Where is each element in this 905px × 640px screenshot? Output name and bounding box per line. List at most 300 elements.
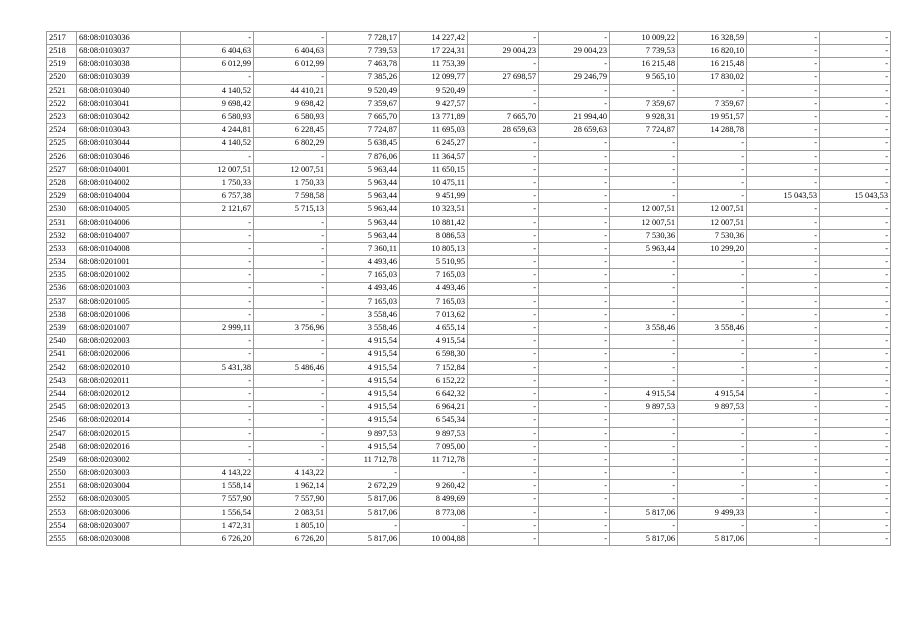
value-cell: - bbox=[468, 243, 539, 256]
value-cell: 1 556,54 bbox=[181, 506, 254, 519]
value-cell: - bbox=[468, 440, 539, 453]
value-cell: - bbox=[181, 32, 254, 45]
value-cell: - bbox=[747, 58, 820, 71]
row-number-cell: 2517 bbox=[47, 32, 77, 45]
value-cell: - bbox=[678, 493, 747, 506]
value-cell: - bbox=[747, 111, 820, 124]
value-cell: - bbox=[820, 427, 891, 440]
value-cell: 12 007,51 bbox=[678, 203, 747, 216]
value-cell: - bbox=[468, 335, 539, 348]
cadastral-value-table bbox=[46, 31, 891, 546]
table-row bbox=[47, 308, 891, 321]
value-cell: 6 726,20 bbox=[254, 533, 327, 546]
value-cell: - bbox=[610, 440, 678, 453]
value-cell: - bbox=[254, 32, 327, 45]
cadastral-code-cell: 68:08:0202011 bbox=[77, 374, 181, 387]
value-cell: - bbox=[539, 480, 610, 493]
value-cell: - bbox=[468, 203, 539, 216]
value-cell: - bbox=[820, 229, 891, 242]
value-cell: 4 140,52 bbox=[181, 84, 254, 97]
value-cell: 6 964,21 bbox=[400, 401, 468, 414]
value-cell: 3 558,46 bbox=[327, 308, 400, 321]
value-cell: 7 665,70 bbox=[327, 111, 400, 124]
value-cell: 7 165,03 bbox=[327, 295, 400, 308]
value-cell: - bbox=[820, 243, 891, 256]
value-cell: 6 152,22 bbox=[400, 374, 468, 387]
value-cell: 9 897,53 bbox=[327, 427, 400, 440]
row-number-cell: 2521 bbox=[47, 84, 77, 97]
cadastral-code-cell: 68:08:0103046 bbox=[77, 150, 181, 163]
table-row bbox=[47, 163, 891, 176]
value-cell: - bbox=[610, 282, 678, 295]
value-cell: 4 244,81 bbox=[181, 124, 254, 137]
cadastral-code-cell: 68:08:0104004 bbox=[77, 190, 181, 203]
value-cell: 12 007,51 bbox=[254, 163, 327, 176]
cadastral-code-cell: 68:08:0202016 bbox=[77, 440, 181, 453]
value-cell: - bbox=[747, 467, 820, 480]
value-cell: - bbox=[820, 256, 891, 269]
value-cell: - bbox=[539, 58, 610, 71]
value-cell: - bbox=[747, 388, 820, 401]
table-row bbox=[47, 506, 891, 519]
table-row bbox=[47, 533, 891, 546]
value-cell: 5 963,44 bbox=[327, 203, 400, 216]
value-cell: 3 558,46 bbox=[610, 322, 678, 335]
value-cell: - bbox=[747, 71, 820, 84]
value-cell: 4 915,54 bbox=[327, 348, 400, 361]
value-cell: - bbox=[747, 480, 820, 493]
cadastral-code-cell: 68:08:0203003 bbox=[77, 467, 181, 480]
value-cell: - bbox=[747, 137, 820, 150]
value-cell: - bbox=[181, 401, 254, 414]
row-number-cell: 2527 bbox=[47, 163, 77, 176]
value-cell: - bbox=[610, 348, 678, 361]
table-row bbox=[47, 361, 891, 374]
value-cell: 2 121,67 bbox=[181, 203, 254, 216]
value-cell: - bbox=[539, 401, 610, 414]
value-cell: - bbox=[468, 229, 539, 242]
value-cell: - bbox=[820, 401, 891, 414]
value-cell: - bbox=[468, 454, 539, 467]
value-cell: - bbox=[747, 45, 820, 58]
value-cell: - bbox=[327, 519, 400, 532]
value-cell: - bbox=[820, 124, 891, 137]
row-number-cell: 2550 bbox=[47, 467, 77, 480]
table-row bbox=[47, 295, 891, 308]
value-cell: 7 724,87 bbox=[610, 124, 678, 137]
value-cell: - bbox=[820, 97, 891, 110]
value-cell: - bbox=[539, 519, 610, 532]
value-cell: - bbox=[678, 361, 747, 374]
value-cell: 4 143,22 bbox=[254, 467, 327, 480]
table-row bbox=[47, 388, 891, 401]
row-number-cell: 2545 bbox=[47, 401, 77, 414]
value-cell: 8 499,69 bbox=[400, 493, 468, 506]
cadastral-code-cell: 68:08:0201006 bbox=[77, 308, 181, 321]
value-cell: 1 472,31 bbox=[181, 519, 254, 532]
value-cell: - bbox=[678, 84, 747, 97]
value-cell: 28 659,63 bbox=[539, 124, 610, 137]
value-cell: - bbox=[610, 163, 678, 176]
value-cell: - bbox=[747, 177, 820, 190]
value-cell: - bbox=[254, 71, 327, 84]
value-cell: 5 817,06 bbox=[610, 533, 678, 546]
value-cell: 5 817,06 bbox=[327, 533, 400, 546]
value-cell: 7 739,53 bbox=[327, 45, 400, 58]
value-cell: - bbox=[468, 467, 539, 480]
value-cell: - bbox=[820, 506, 891, 519]
value-cell: 7 557,90 bbox=[181, 493, 254, 506]
table-row bbox=[47, 480, 891, 493]
value-cell: 7 557,90 bbox=[254, 493, 327, 506]
value-cell: - bbox=[610, 256, 678, 269]
value-cell: 2 999,11 bbox=[181, 322, 254, 335]
value-cell: 1 750,33 bbox=[181, 177, 254, 190]
value-cell: 10 004,88 bbox=[400, 533, 468, 546]
value-cell: - bbox=[181, 71, 254, 84]
value-cell: - bbox=[747, 519, 820, 532]
value-cell: - bbox=[820, 480, 891, 493]
table-row bbox=[47, 216, 891, 229]
value-cell: - bbox=[254, 388, 327, 401]
value-cell: - bbox=[747, 229, 820, 242]
value-cell: 15 043,53 bbox=[820, 190, 891, 203]
value-cell: - bbox=[820, 137, 891, 150]
value-cell: - bbox=[539, 269, 610, 282]
row-number-cell: 2523 bbox=[47, 111, 77, 124]
value-cell: - bbox=[181, 308, 254, 321]
value-cell: - bbox=[468, 308, 539, 321]
cadastral-code-cell: 68:08:0202014 bbox=[77, 414, 181, 427]
row-number-cell: 2552 bbox=[47, 493, 77, 506]
value-cell: - bbox=[747, 203, 820, 216]
value-cell: - bbox=[254, 374, 327, 387]
value-cell: - bbox=[747, 401, 820, 414]
value-cell: - bbox=[468, 32, 539, 45]
value-cell: - bbox=[539, 177, 610, 190]
value-cell: - bbox=[747, 440, 820, 453]
table-row bbox=[47, 427, 891, 440]
value-cell: 11 695,03 bbox=[400, 124, 468, 137]
value-cell: - bbox=[820, 32, 891, 45]
value-cell: - bbox=[468, 427, 539, 440]
table-row bbox=[47, 111, 891, 124]
row-number-cell: 2533 bbox=[47, 243, 77, 256]
value-cell: - bbox=[820, 216, 891, 229]
value-cell: 7 530,36 bbox=[610, 229, 678, 242]
value-cell: 10 299,20 bbox=[678, 243, 747, 256]
row-number-cell: 2553 bbox=[47, 506, 77, 519]
value-cell: - bbox=[468, 480, 539, 493]
value-cell: 7 739,53 bbox=[610, 45, 678, 58]
value-cell: - bbox=[820, 440, 891, 453]
value-cell: 11 753,39 bbox=[400, 58, 468, 71]
value-cell: 8 086,53 bbox=[400, 229, 468, 242]
value-cell: - bbox=[678, 282, 747, 295]
value-cell: 12 007,51 bbox=[181, 163, 254, 176]
row-number-cell: 2546 bbox=[47, 414, 77, 427]
value-cell: - bbox=[254, 308, 327, 321]
value-cell: - bbox=[468, 177, 539, 190]
value-cell: - bbox=[539, 308, 610, 321]
value-cell: 6 545,34 bbox=[400, 414, 468, 427]
value-cell: 11 712,78 bbox=[400, 454, 468, 467]
value-cell: 9 451,99 bbox=[400, 190, 468, 203]
value-cell: 3 558,46 bbox=[678, 322, 747, 335]
row-number-cell: 2529 bbox=[47, 190, 77, 203]
value-cell: - bbox=[678, 163, 747, 176]
row-number-cell: 2526 bbox=[47, 150, 77, 163]
value-cell: 9 565,10 bbox=[610, 71, 678, 84]
value-cell: 7 385,26 bbox=[327, 71, 400, 84]
value-cell: - bbox=[539, 506, 610, 519]
value-cell: - bbox=[181, 269, 254, 282]
value-cell: 4 915,54 bbox=[327, 374, 400, 387]
value-cell: - bbox=[468, 190, 539, 203]
value-cell: - bbox=[610, 177, 678, 190]
value-cell: - bbox=[254, 229, 327, 242]
value-cell: - bbox=[327, 467, 400, 480]
value-cell: - bbox=[468, 401, 539, 414]
value-cell: - bbox=[820, 493, 891, 506]
row-number-cell: 2535 bbox=[47, 269, 77, 282]
value-cell: 16 215,48 bbox=[678, 58, 747, 71]
value-cell: 10 009,22 bbox=[610, 32, 678, 45]
value-cell: - bbox=[678, 335, 747, 348]
value-cell: 4 915,54 bbox=[327, 335, 400, 348]
value-cell: - bbox=[468, 163, 539, 176]
value-cell: - bbox=[539, 348, 610, 361]
row-number-cell: 2519 bbox=[47, 58, 77, 71]
cadastral-code-cell: 68:08:0103040 bbox=[77, 84, 181, 97]
cadastral-code-cell: 68:08:0103041 bbox=[77, 97, 181, 110]
value-cell: - bbox=[747, 454, 820, 467]
value-cell: - bbox=[539, 414, 610, 427]
row-number-cell: 2549 bbox=[47, 454, 77, 467]
value-cell: 1 558,14 bbox=[181, 480, 254, 493]
value-cell: 4 915,54 bbox=[400, 335, 468, 348]
table-row bbox=[47, 493, 891, 506]
value-cell: 5 963,44 bbox=[327, 190, 400, 203]
value-cell: - bbox=[254, 440, 327, 453]
cadastral-code-cell: 68:08:0201003 bbox=[77, 282, 181, 295]
table-row bbox=[47, 256, 891, 269]
value-cell: - bbox=[539, 190, 610, 203]
value-cell: - bbox=[539, 454, 610, 467]
table-row bbox=[47, 58, 891, 71]
row-number-cell: 2555 bbox=[47, 533, 77, 546]
cadastral-code-cell: 68:08:0104008 bbox=[77, 243, 181, 256]
value-cell: - bbox=[539, 163, 610, 176]
value-cell: - bbox=[539, 295, 610, 308]
value-cell: - bbox=[254, 150, 327, 163]
row-number-cell: 2538 bbox=[47, 308, 77, 321]
value-cell: 2 672,29 bbox=[327, 480, 400, 493]
value-cell: 7 876,06 bbox=[327, 150, 400, 163]
value-cell: - bbox=[254, 414, 327, 427]
value-cell: 1 962,14 bbox=[254, 480, 327, 493]
value-cell: 6 404,63 bbox=[254, 45, 327, 58]
value-cell: - bbox=[820, 322, 891, 335]
value-cell: 1 750,33 bbox=[254, 177, 327, 190]
value-cell: - bbox=[468, 269, 539, 282]
cadastral-code-cell: 68:08:0104006 bbox=[77, 216, 181, 229]
value-cell: - bbox=[539, 533, 610, 546]
value-cell: - bbox=[254, 427, 327, 440]
value-cell: 19 951,57 bbox=[678, 111, 747, 124]
value-cell: - bbox=[181, 243, 254, 256]
value-cell: - bbox=[539, 282, 610, 295]
cadastral-code-cell: 68:08:0104005 bbox=[77, 203, 181, 216]
value-cell: 5 431,38 bbox=[181, 361, 254, 374]
row-number-cell: 2530 bbox=[47, 203, 77, 216]
value-cell: - bbox=[468, 388, 539, 401]
value-cell: 6 580,93 bbox=[254, 111, 327, 124]
table-row bbox=[47, 440, 891, 453]
value-cell: - bbox=[400, 467, 468, 480]
value-cell: - bbox=[820, 361, 891, 374]
value-cell: - bbox=[181, 427, 254, 440]
value-cell: - bbox=[678, 348, 747, 361]
table-row bbox=[47, 374, 891, 387]
value-cell: 6 642,32 bbox=[400, 388, 468, 401]
value-cell: - bbox=[610, 374, 678, 387]
table-row bbox=[47, 335, 891, 348]
value-cell: 15 043,53 bbox=[747, 190, 820, 203]
value-cell: - bbox=[468, 493, 539, 506]
value-cell: - bbox=[678, 137, 747, 150]
cadastral-code-cell: 68:08:0201005 bbox=[77, 295, 181, 308]
value-cell: - bbox=[468, 533, 539, 546]
row-number-cell: 2531 bbox=[47, 216, 77, 229]
row-number-cell: 2537 bbox=[47, 295, 77, 308]
value-cell: 4 915,54 bbox=[327, 361, 400, 374]
value-cell: - bbox=[468, 150, 539, 163]
value-cell: - bbox=[747, 322, 820, 335]
value-cell: - bbox=[254, 256, 327, 269]
value-cell: 11 364,57 bbox=[400, 150, 468, 163]
row-number-cell: 2520 bbox=[47, 71, 77, 84]
value-cell: 7 359,67 bbox=[610, 97, 678, 110]
value-cell: 9 897,53 bbox=[400, 427, 468, 440]
value-cell: - bbox=[747, 493, 820, 506]
value-cell: 5 963,44 bbox=[610, 243, 678, 256]
value-cell: - bbox=[610, 467, 678, 480]
cadastral-code-cell: 68:08:0103042 bbox=[77, 111, 181, 124]
value-cell: 9 260,42 bbox=[400, 480, 468, 493]
value-cell: - bbox=[181, 414, 254, 427]
value-cell: - bbox=[820, 374, 891, 387]
value-cell: - bbox=[468, 519, 539, 532]
value-cell: - bbox=[539, 256, 610, 269]
value-cell: 4 493,46 bbox=[327, 282, 400, 295]
value-cell: - bbox=[468, 137, 539, 150]
value-cell: 4 655,14 bbox=[400, 322, 468, 335]
value-cell: - bbox=[820, 519, 891, 532]
cadastral-code-cell: 68:08:0201007 bbox=[77, 322, 181, 335]
value-cell: 6 012,99 bbox=[254, 58, 327, 71]
value-cell: - bbox=[181, 454, 254, 467]
value-cell: 7 152,84 bbox=[400, 361, 468, 374]
table-row bbox=[47, 243, 891, 256]
row-number-cell: 2534 bbox=[47, 256, 77, 269]
value-cell: - bbox=[747, 32, 820, 45]
value-cell: - bbox=[820, 295, 891, 308]
value-cell: - bbox=[181, 440, 254, 453]
value-cell: 4 140,52 bbox=[181, 137, 254, 150]
value-cell: - bbox=[610, 190, 678, 203]
value-cell: 44 410,21 bbox=[254, 84, 327, 97]
value-cell: - bbox=[747, 374, 820, 387]
value-cell: - bbox=[254, 295, 327, 308]
value-cell: - bbox=[468, 216, 539, 229]
value-cell: 7 165,03 bbox=[400, 269, 468, 282]
value-cell: 9 427,57 bbox=[400, 97, 468, 110]
value-cell: 7 359,67 bbox=[327, 97, 400, 110]
value-cell: - bbox=[254, 216, 327, 229]
value-cell: 4 493,46 bbox=[327, 256, 400, 269]
value-cell: - bbox=[539, 374, 610, 387]
value-cell: - bbox=[610, 519, 678, 532]
value-cell: 4 915,54 bbox=[327, 401, 400, 414]
value-cell: 14 227,42 bbox=[400, 32, 468, 45]
value-cell: - bbox=[747, 414, 820, 427]
value-cell: 13 771,89 bbox=[400, 111, 468, 124]
value-cell: - bbox=[820, 203, 891, 216]
value-cell: - bbox=[539, 137, 610, 150]
value-cell: - bbox=[747, 269, 820, 282]
value-cell: 12 099,77 bbox=[400, 71, 468, 84]
value-cell: 12 007,51 bbox=[678, 216, 747, 229]
value-cell: - bbox=[820, 111, 891, 124]
row-number-cell: 2547 bbox=[47, 427, 77, 440]
row-number-cell: 2541 bbox=[47, 348, 77, 361]
row-number-cell: 2544 bbox=[47, 388, 77, 401]
row-number-cell: 2518 bbox=[47, 45, 77, 58]
value-cell: - bbox=[468, 58, 539, 71]
value-cell: - bbox=[254, 348, 327, 361]
value-cell: - bbox=[820, 533, 891, 546]
value-cell: - bbox=[820, 45, 891, 58]
table-row bbox=[47, 467, 891, 480]
row-number-cell: 2532 bbox=[47, 229, 77, 242]
value-cell: 4 915,54 bbox=[678, 388, 747, 401]
row-number-cell: 2548 bbox=[47, 440, 77, 453]
value-cell: - bbox=[181, 335, 254, 348]
value-cell: - bbox=[539, 440, 610, 453]
cadastral-code-cell: 68:08:0202013 bbox=[77, 401, 181, 414]
value-cell: 16 215,48 bbox=[610, 58, 678, 71]
value-cell: - bbox=[539, 322, 610, 335]
value-cell: - bbox=[468, 256, 539, 269]
row-number-cell: 2522 bbox=[47, 97, 77, 110]
value-cell: - bbox=[820, 150, 891, 163]
value-cell: - bbox=[181, 229, 254, 242]
table-body bbox=[47, 32, 891, 546]
value-cell: - bbox=[610, 427, 678, 440]
value-cell: - bbox=[678, 467, 747, 480]
row-number-cell: 2542 bbox=[47, 361, 77, 374]
row-number-cell: 2551 bbox=[47, 480, 77, 493]
value-cell: 3 558,46 bbox=[327, 322, 400, 335]
value-cell: - bbox=[678, 256, 747, 269]
table-row bbox=[47, 84, 891, 97]
value-cell: - bbox=[678, 480, 747, 493]
value-cell: - bbox=[254, 401, 327, 414]
table-row bbox=[47, 229, 891, 242]
value-cell: 12 007,51 bbox=[610, 216, 678, 229]
value-cell: - bbox=[610, 308, 678, 321]
